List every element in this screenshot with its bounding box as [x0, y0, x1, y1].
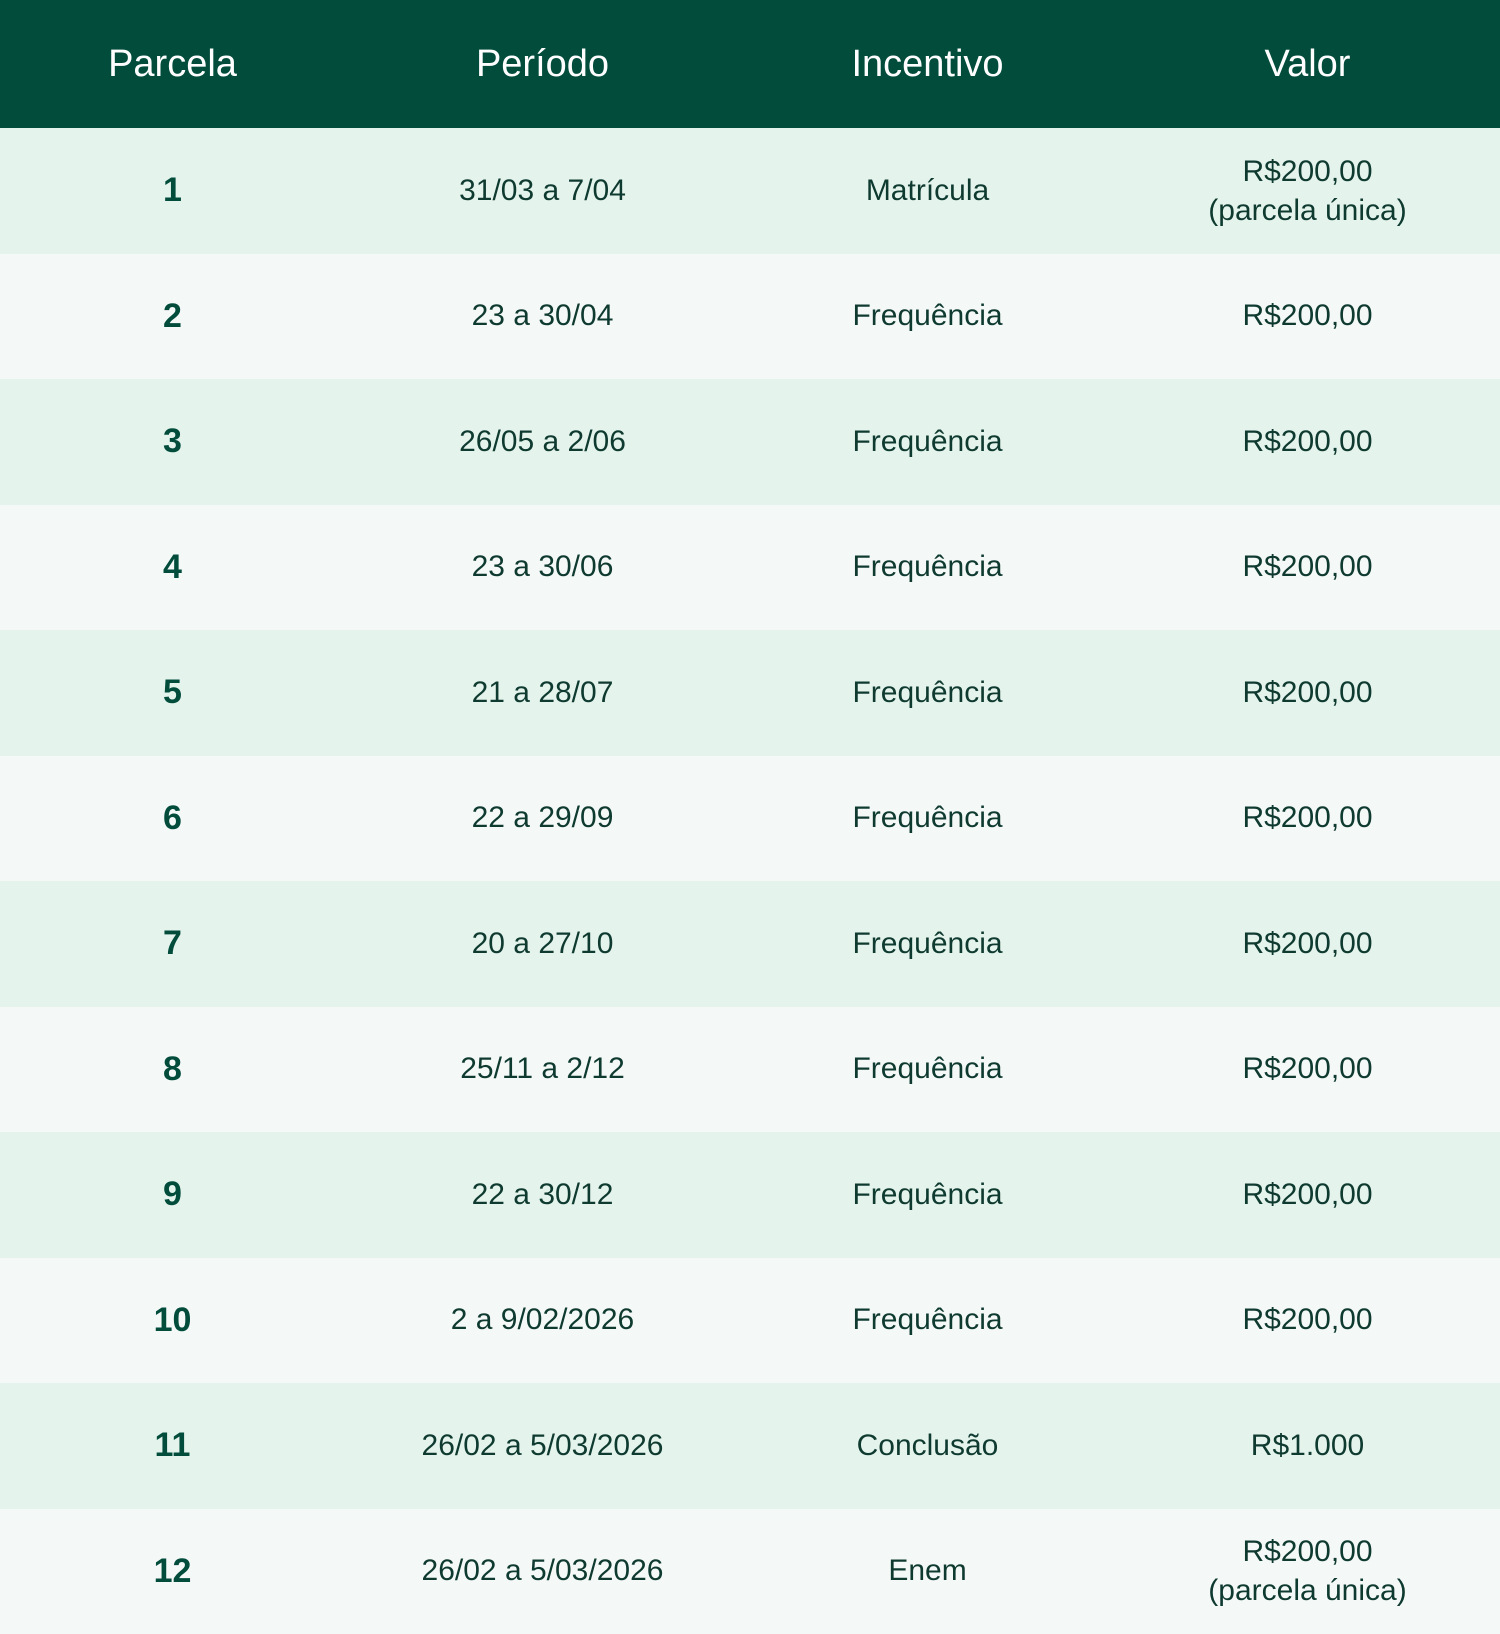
incentivo-cell: Frequência [852, 299, 1003, 333]
periodo-cell: 26/02 a 5/03/2026 [421, 1428, 664, 1462]
valor-cell: R$200,00 [1242, 1052, 1373, 1086]
parcela-cell: 11 [154, 1426, 191, 1465]
table-row [0, 1007, 1500, 1133]
periodo-cell: 21 a 28/07 [471, 675, 614, 709]
periodo-cell: 20 a 27/10 [471, 926, 614, 960]
parcela-cell: 12 [153, 1551, 192, 1590]
valor-cell: R$200,00 [1242, 550, 1373, 584]
table-row [0, 756, 1500, 882]
incentivo-cell: Conclusão [856, 1428, 999, 1462]
valor-cell: R$200,00 [1242, 675, 1373, 709]
header-parcela: Parcela [108, 42, 237, 85]
table-row [0, 1509, 1500, 1634]
valor-cell [1115, 1509, 1500, 1634]
parcela-cell: 6 [163, 798, 182, 837]
parcela-cell: 9 [163, 1175, 182, 1214]
table-row [0, 1132, 1500, 1258]
parcela-cell: 8 [163, 1049, 182, 1088]
valor-cell: R$1.000 [1250, 1428, 1365, 1462]
valor-amount: R$200,00 [1242, 154, 1373, 188]
incentivo-cell: Frequência [852, 550, 1003, 584]
periodo-cell: 22 a 29/09 [471, 801, 614, 835]
periodo-cell: 25/11 a 2/12 [460, 1052, 625, 1086]
parcela-cell: 10 [153, 1300, 192, 1339]
header-periodo: Período [475, 42, 610, 85]
valor-note: (parcela única) [1208, 1574, 1407, 1608]
incentivo-cell: Frequência [852, 675, 1003, 709]
periodo-cell: 2 a 9/02/2026 [450, 1303, 635, 1337]
incentivo-cell: Matrícula [865, 173, 990, 207]
parcela-cell: 5 [163, 673, 182, 712]
valor-note: (parcela única) [1208, 193, 1407, 227]
periodo-cell: 23 a 30/04 [471, 299, 614, 333]
parcela-cell: 4 [163, 547, 182, 586]
valor-cell: R$200,00 [1242, 926, 1373, 960]
periodo-cell: 23 a 30/06 [471, 550, 614, 584]
table-row [0, 379, 1500, 505]
valor-cell: R$200,00 [1242, 801, 1373, 835]
valor-cell: R$200,00 [1242, 1177, 1373, 1211]
parcela-cell: 2 [163, 296, 182, 335]
parcela-cell: 7 [163, 924, 182, 963]
valor-cell [1115, 128, 1500, 254]
incentivo-cell: Frequência [852, 801, 1003, 835]
valor-cell: R$200,00 [1242, 299, 1373, 333]
table-header [0, 0, 1500, 128]
periodo-cell: 22 a 30/12 [471, 1177, 614, 1211]
table-row [0, 881, 1500, 1007]
table-row [0, 630, 1500, 756]
periodo-cell: 26/05 a 2/06 [459, 424, 626, 458]
table-row [0, 254, 1500, 380]
valor-cell: R$200,00 [1242, 424, 1373, 458]
table-row [0, 505, 1500, 631]
incentivo-cell: Enem [888, 1554, 967, 1588]
table-row [0, 1383, 1500, 1509]
parcela-cell: 3 [163, 422, 182, 461]
parcela-cell: 1 [163, 171, 182, 210]
periodo-cell: 26/02 a 5/03/2026 [421, 1554, 664, 1588]
valor-amount: R$200,00 [1242, 1535, 1373, 1569]
periodo-cell: 31/03 a 7/04 [459, 173, 626, 207]
incentivo-cell: Frequência [852, 926, 1003, 960]
table-row [0, 128, 1500, 254]
table-row [0, 1258, 1500, 1384]
incentivo-cell: Frequência [852, 1303, 1003, 1337]
incentivo-cell: Frequência [852, 1052, 1003, 1086]
valor-cell: R$200,00 [1242, 1303, 1373, 1337]
incentivo-cell: Frequência [852, 1177, 1003, 1211]
incentivo-cell: Frequência [852, 424, 1003, 458]
header-incentivo: Incentivo [851, 42, 1004, 85]
header-valor: Valor [1264, 42, 1351, 85]
